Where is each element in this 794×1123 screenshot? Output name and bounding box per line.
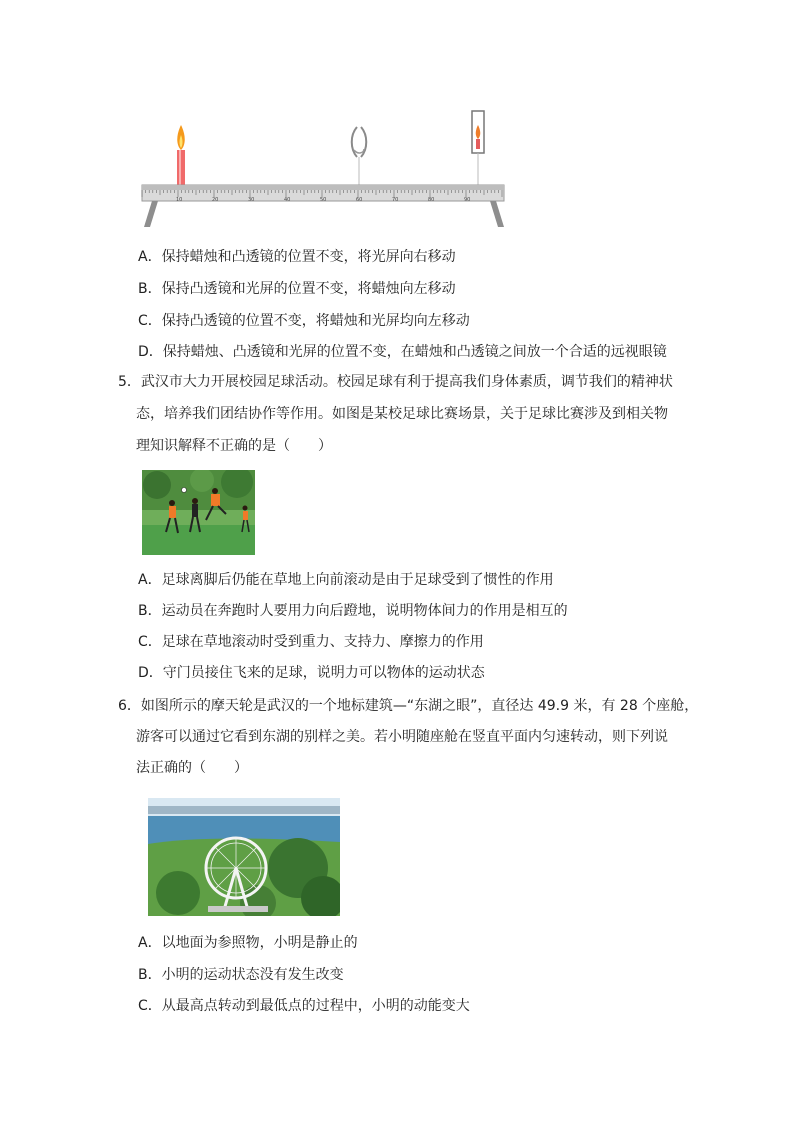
optical-bench-figure bbox=[138, 105, 508, 230]
q6-option-c: C．从最高点转动到最低点的过程中，小明的动能变大 bbox=[138, 998, 470, 1014]
ruler-tick-label: 10 bbox=[176, 197, 183, 203]
light-screen-icon bbox=[472, 111, 484, 185]
ferris-wheel-photo bbox=[148, 798, 340, 916]
ruler-tick-label: 80 bbox=[428, 197, 435, 203]
football-match-photo bbox=[142, 470, 255, 555]
q6-stem-line-3: 法正确的（ ） bbox=[136, 760, 248, 776]
ruler-tick-label: 30 bbox=[248, 197, 255, 203]
q6-stem-line-1: 6．如图所示的摩天轮是武汉的一个地标建筑—“东湖之眼”，直径达 49.9 米，有 28 个座舱， bbox=[118, 698, 699, 714]
ruler-tick-label: 50 bbox=[320, 197, 327, 203]
ruler bbox=[142, 185, 504, 227]
ruler-tick-label: 20 bbox=[212, 197, 219, 203]
q5-option-b: B．运动员在奔跑时人要用力向后蹬地，说明物体间力的作用是相互的 bbox=[138, 603, 568, 619]
ruler-tick-label: 70 bbox=[392, 197, 399, 203]
q6-stem-line-2: 游客可以通过它看到东湖的别样之美。若小明随座舱在竖直平面内匀速转动，则下列说 bbox=[136, 729, 668, 745]
q5-stem-line-2: 态，培养我们团结协作等作用。如图是某校足球比赛场景，关于足球比赛涉及到相关物 bbox=[136, 406, 668, 422]
q4-option-a: A．保持蜡烛和凸透镜的位置不变，将光屏向右移动 bbox=[138, 249, 456, 265]
q5-option-a: A．足球离脚后仍能在草地上向前滚动是由于足球受到了惯性的作用 bbox=[138, 572, 554, 588]
q4-option-b: B．保持凸透镜和光屏的位置不变，将蜡烛向左移动 bbox=[138, 281, 456, 297]
ruler-tick-label: 60 bbox=[356, 197, 363, 203]
ruler-tick-label: 40 bbox=[284, 197, 291, 203]
q5-stem-line-1: 5．武汉市大力开展校园足球活动。校园足球有利于提高我们身体素质，调节我们的精神状 bbox=[118, 374, 673, 390]
q4-option-c: C．保持凸透镜的位置不变，将蜡烛和光屏均向左移动 bbox=[138, 313, 470, 329]
q4-option-d: D．保持蜡烛、凸透镜和光屏的位置不变，在蜡烛和凸透镜之间放一个合适的远视眼镜 bbox=[138, 344, 667, 360]
q5-stem-line-3: 理知识解释不正确的是（ ） bbox=[136, 438, 332, 454]
q6-option-a: A．以地面为参照物，小明是静止的 bbox=[138, 935, 358, 951]
candle-icon bbox=[177, 125, 185, 185]
q6-option-b: B．小明的运动状态没有发生改变 bbox=[138, 967, 344, 983]
q5-option-c: C．足球在草地滚动时受到重力、支持力、摩擦力的作用 bbox=[138, 634, 484, 650]
q5-option-d: D．守门员接住飞来的足球，说明力可以物体的运动状态 bbox=[138, 665, 485, 681]
lens-icon bbox=[352, 127, 367, 185]
ruler-tick-label: 90 bbox=[464, 197, 471, 203]
